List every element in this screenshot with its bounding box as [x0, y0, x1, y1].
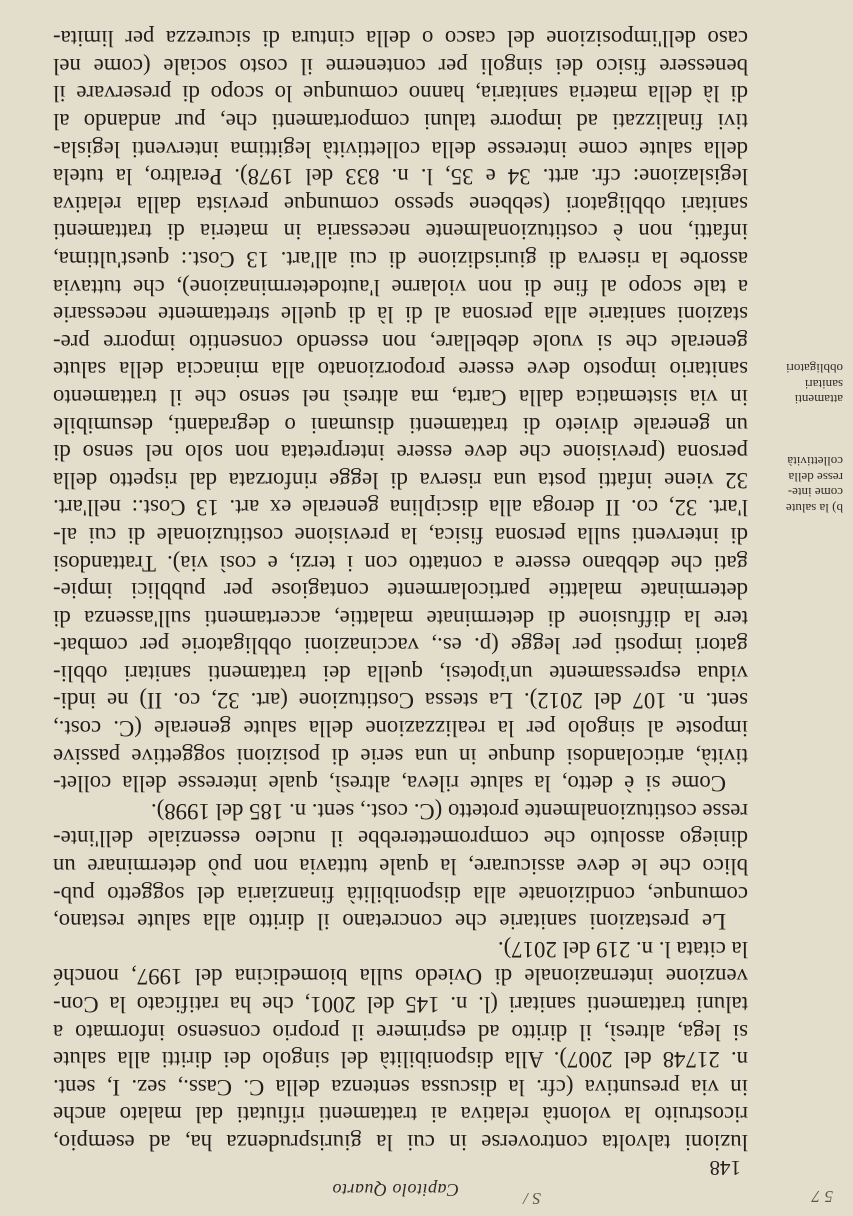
text-line: di là della materia sanitaria, hanno comunque lo scopo di preservare il: [53, 81, 748, 107]
text-line: un generale divieto di trattamenti disumani o degradanti, desumibile: [53, 412, 748, 438]
page-header: [0, 1146, 853, 1216]
text-line: caso dell'imposizione del casco o della cintura di sicurezza per limita-: [53, 26, 748, 52]
text-line: Come si è detto, la salute rileva, altresì, quale interesse della collet-: [53, 771, 726, 797]
text-line: vidua espressamente un'ipotesi, quella dei trattamenti sanitari obbli-: [53, 660, 748, 686]
text-line: sanitario imposto deve essere proporzionato alla minaccia della salute: [53, 357, 748, 383]
text-line: legislazione: cfr. artt. 34 e 35, l. n. 833 del 1978). Peraltro, la tutela: [53, 164, 748, 190]
text-line: generale che si vuole debellare, non essendo consentito imporre pre-: [53, 329, 748, 355]
text-line: gati che debbano essere a contatto con i terzi, e così via). Trattandosi: [53, 550, 748, 576]
margin-note-line: sanitari: [804, 377, 843, 392]
text-line: della salute come interesse della collettività legittima interventi legisla-: [53, 136, 748, 162]
text-line: persona (previsione che deve essere interpretata non solo nel senso di: [53, 440, 748, 466]
text-line: la citata l. n. 219 del 2017).: [497, 936, 748, 962]
margin-note-line: collettività: [787, 454, 843, 470]
text-line: luzioni talvolta controverse in cui la giurisprudenza ha, ad esempio,: [53, 1130, 748, 1155]
text-line: imposte al singolo per la realizzazione della salute generale (C. cost.,: [53, 716, 748, 742]
text-line: sanitari obbligatori (sebbene spesso comunque prevista dalla relativa: [53, 191, 748, 217]
text-line: si lega, altresì, il diritto ad esprimere il proprio consenso informato a: [53, 1019, 748, 1045]
text-line: infatti, non è costituzionalmente necessaria in materia di trattamenti: [53, 219, 748, 245]
text-line: assorbe la riserva di giurisdizione di cui all'art. 13 Cost.: quest'ultima,: [53, 247, 748, 272]
margin-note-line: come inte-: [787, 485, 843, 501]
text-line: a tale scopo al fine di non violarne l'autodeterminazione), che tuttavia: [53, 274, 748, 300]
text-line: sent. n. 107 del 2012). La stessa Costituzione (art. 32, co. II) ne indi-: [53, 688, 748, 714]
text-line: comunque, condizionate alla disponibilità finanziaria del soggetto pub-: [53, 881, 748, 907]
text-line: resse costituzionalmente protetto (C. cost., sent. n. 185 del 1998).: [150, 798, 748, 824]
page-number: 148: [709, 1156, 741, 1180]
text-line: venzione internazionale di Oviedo sulla biomedicina del 1997, nonché: [53, 964, 748, 990]
margin-notes: [753, 361, 843, 516]
text-line: taluni trattamenti sanitari (l. n. 145 del 2001, che ha ratificato la Con-: [53, 992, 748, 1018]
text-line: determinate malattie particolarmente contagiose per pubblici impie-: [53, 578, 748, 604]
text-line: tività, articolandosi dunque in una serie di posizioni soggettive passive: [53, 743, 748, 769]
running-title: Capitolo Quarto: [331, 1180, 459, 1200]
margin-note-line: resse della: [788, 470, 843, 485]
margin-note-line: [753, 439, 843, 455]
text-line: benessere fisico dei singoli per contenerne il costo sociale (come nel: [53, 53, 748, 79]
body-text: [53, 25, 748, 1156]
text-line: in via sistematica dalla Carta, ma altresì nel senso che il trattamento: [53, 384, 748, 410]
margin-note-line: [753, 408, 843, 424]
text-line: n. 21748 del 2007). Alla disponibilità del singolo dei diritti alla salute: [53, 1047, 748, 1073]
handwritten-note-left: 5 7: [811, 1187, 833, 1206]
text-line: diniego assoluto che comprometterebbe il nucleo essenziale dell'inte-: [53, 826, 748, 852]
margin-note-line: b) la salute: [785, 501, 843, 516]
text-line: di interventi sulla persona fisica, la previsione costituzionale di cui al-: [53, 522, 748, 548]
handwritten-note-top: S /: [523, 1189, 541, 1208]
text-line: l'art. 32, co. II deroga alla disciplina generale ex art. 13 Cost.: nell'art.: [53, 495, 748, 521]
text-line: blico che le deve assicurare, la quale tuttavia non può determinare un: [53, 854, 748, 880]
text-line: 32 viene infatti posta una riserva di legge rinforzata dal rispetto della: [53, 467, 748, 493]
text-line: stazioni sanitarie alla persona al di là di quelle strettamente necessarie: [53, 302, 748, 328]
text-line: Le prestazioni sanitarie che concretano il diritto alla salute restano,: [53, 909, 726, 935]
text-line: ricostruito la volontà relativa ai trattamenti rifiutati dal malato anche: [53, 1102, 748, 1128]
text-line: tivi finalizzati ad imporre taluni comportamenti che, pur andando al: [53, 109, 748, 135]
text-line: in via presuntiva (cfr. la discussa sentenza della C. Cass., sez. I, sent.: [53, 1074, 748, 1100]
text-line: tere la diffusione di determinate malattie, accertamenti sull'assenza di: [53, 605, 748, 631]
margin-note-line: obbligatori: [785, 361, 843, 377]
margin-note-line: [753, 423, 843, 439]
text-line: gatori imposti per legge (p. es., vaccinazioni obbligatorie per combat-: [53, 633, 748, 659]
margin-note-line: attamenti: [794, 392, 843, 408]
